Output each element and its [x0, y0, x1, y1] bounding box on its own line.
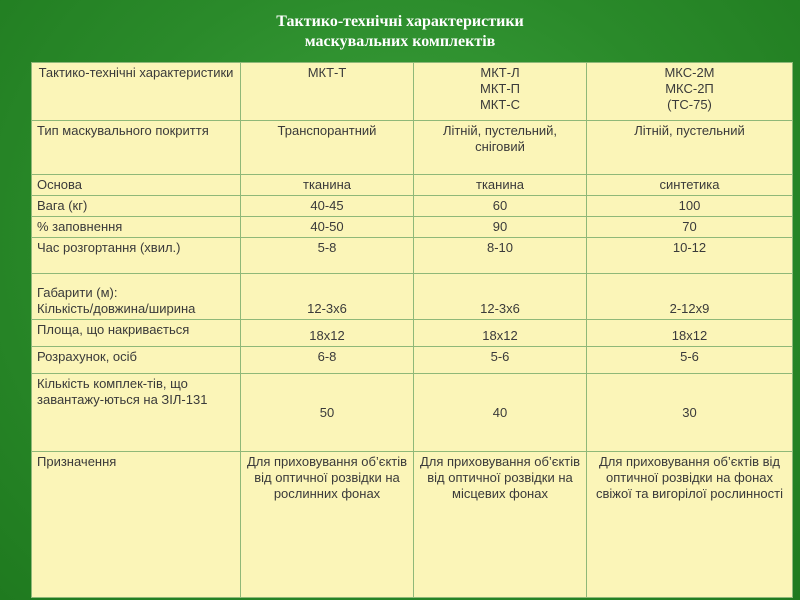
- cell-value: Для приховування об’єктів від оптичної розвідки на фонах свіжої та вигорілої рослинності: [587, 452, 793, 598]
- cell-value: 40-45: [241, 196, 414, 217]
- row-label: Розрахунок, осіб: [32, 347, 241, 374]
- row-label: Вага (кг): [32, 196, 241, 217]
- cell-value: 30: [587, 374, 793, 452]
- cell-value: 6-8: [241, 347, 414, 374]
- table-row: [32, 320, 793, 347]
- cell-value: 5-6: [414, 347, 587, 374]
- table-row: [32, 238, 793, 274]
- slide-title: [0, 12, 800, 52]
- title-line-2: маскувальних комплектів: [304, 33, 496, 50]
- cell-value: 70: [587, 217, 793, 238]
- cell-value: 60: [414, 196, 587, 217]
- table-row: [32, 452, 793, 598]
- specs-table: [31, 62, 793, 598]
- cell-value: 5-8: [241, 238, 414, 274]
- cell-value: 40: [414, 374, 587, 452]
- cell-value: 18х12: [587, 320, 793, 347]
- row-label: Кількість комплек-тів, що завантажу-ються на ЗІЛ-131: [32, 374, 241, 452]
- row-label: [32, 274, 241, 320]
- cell-value: 100: [587, 196, 793, 217]
- cell-value: 10-12: [587, 238, 793, 274]
- header-mkt-t: МКТ-Т: [241, 63, 414, 121]
- header-mks-2m: МКС-2М: [664, 65, 715, 80]
- header-mks-2p: МКС-2П: [665, 81, 714, 96]
- cell-value: Літній, пустельний, сніговий: [414, 121, 587, 175]
- header-characteristics: Тактико-технічні характеристики: [32, 63, 241, 121]
- table-row: [32, 196, 793, 217]
- row-label: Призначення: [32, 452, 241, 598]
- title-line-1: Тактико-технічні характеристики: [276, 13, 524, 30]
- header-ts-75: (ТС-75): [667, 97, 712, 112]
- table-row: [32, 121, 793, 175]
- row-label: Основа: [32, 175, 241, 196]
- cell-value: 18х12: [241, 320, 414, 347]
- header-mkt-p: МКТ-П: [479, 81, 520, 96]
- cell-value: 40-50: [241, 217, 414, 238]
- table-header-row: [32, 63, 793, 121]
- row-label: Площа, що накривається: [32, 320, 241, 347]
- cell-value: 2-12х9: [587, 274, 793, 320]
- row-label: Час розгортання (хвил.): [32, 238, 241, 274]
- cell-value: Для приховування об’єктів від оптичної розвідки на рослинних фонах: [241, 452, 414, 598]
- row-label: % заповнення: [32, 217, 241, 238]
- header-mkt-lps: [414, 63, 587, 121]
- cell-value: Літній, пустельний: [587, 121, 793, 175]
- dimensions-sublabel: Кількість/довжина/ширина: [37, 301, 196, 316]
- cell-value: 8-10: [414, 238, 587, 274]
- cell-value: Для приховування об’єктів від оптичної розвідки на місцевих фонах: [414, 452, 587, 598]
- table-row: [32, 217, 793, 238]
- cell-value: 18х12: [414, 320, 587, 347]
- header-mkt-s: МКТ-С: [479, 97, 521, 112]
- cell-value: 90: [414, 217, 587, 238]
- cell-value: Транспорантний: [241, 121, 414, 175]
- cell-value: 5-6: [587, 347, 793, 374]
- cell-value: тканина: [241, 175, 414, 196]
- cell-value: 12-3х6: [414, 274, 587, 320]
- table-row: [32, 175, 793, 196]
- header-mkt-l: МКТ-Л: [480, 65, 520, 80]
- dimensions-label: Габарити (м):: [37, 285, 118, 300]
- cell-value: тканина: [414, 175, 587, 196]
- header-mks: [587, 63, 793, 121]
- table-row: [32, 274, 793, 320]
- cell-value: 50: [241, 374, 414, 452]
- cell-value: синтетика: [587, 175, 793, 196]
- row-label: Тип маскувального покриття: [32, 121, 241, 175]
- cell-value: 12-3х6: [241, 274, 414, 320]
- table-row: [32, 374, 793, 452]
- table-row: [32, 347, 793, 374]
